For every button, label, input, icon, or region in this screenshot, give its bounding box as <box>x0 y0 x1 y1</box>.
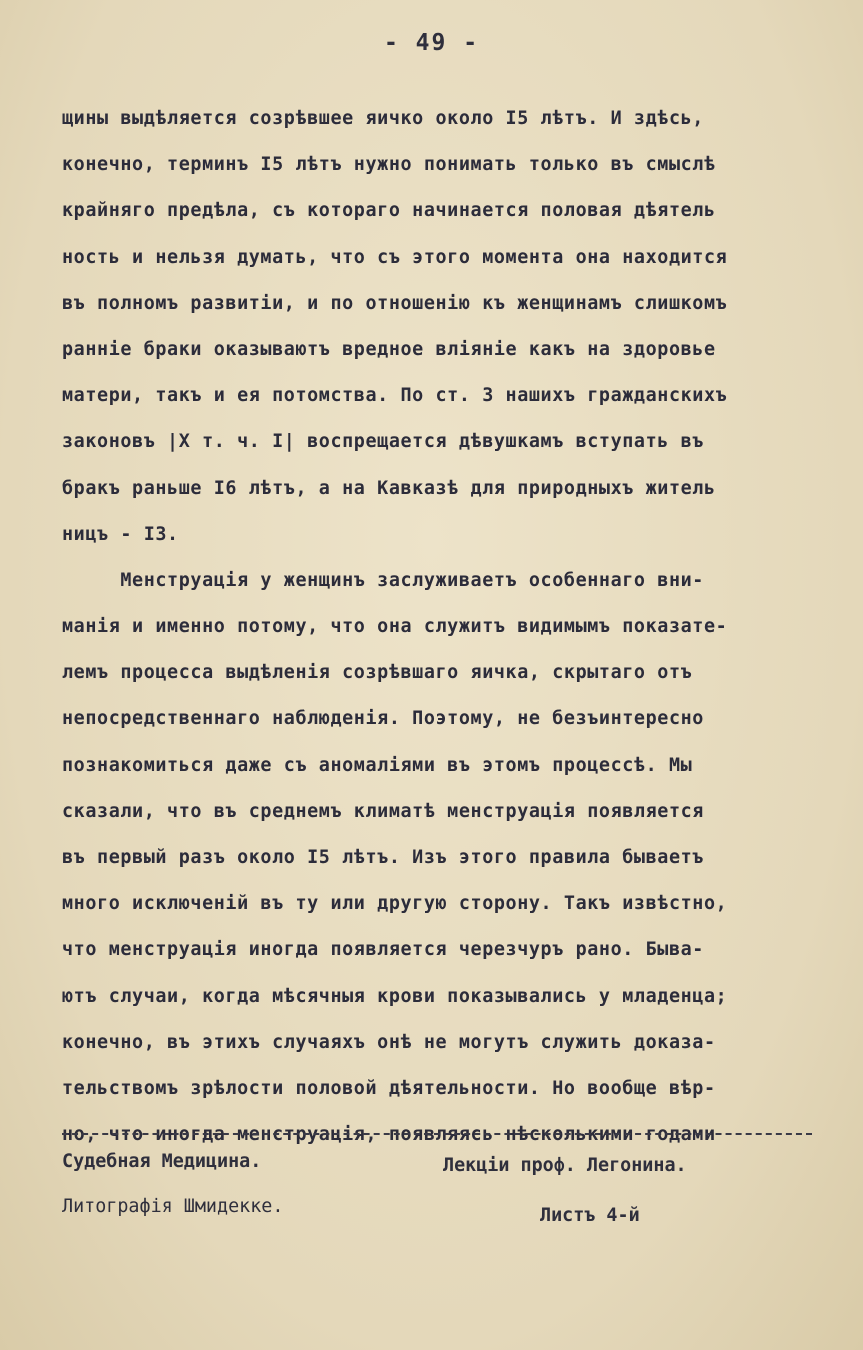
text-line: познакомиться даже съ аномаліями въ этомъ процессѣ. Мы <box>62 754 693 776</box>
text-line: но, что иногда менструація, появляясь нѣсколькими годами <box>62 1124 716 1146</box>
text-line: Менструація у женщинъ заслуживаетъ особеннаго вни- <box>62 569 704 591</box>
text-line: сказали, что въ среднемъ климатѣ менструація появляется <box>62 800 704 822</box>
footer-sheet-number: Листъ 4-й <box>540 1205 640 1226</box>
text-line: щины выдѣляется созрѣвшее яичко около I5 лѣтъ. И здѣсь, <box>62 108 704 129</box>
footer-divider <box>62 1133 812 1135</box>
footer-course-title: Судебная Медицина. <box>62 1151 262 1172</box>
body-text <box>62 96 852 1158</box>
footer-printer: Литографія Шмидекке. <box>62 1196 284 1217</box>
footer-lecturer: Лекціи проф. Легонина. <box>443 1155 687 1176</box>
text-line: ютъ случаи, когда мѣсячныя крови показывались у младенца; <box>62 985 728 1007</box>
text-line: конечно, терминъ I5 лѣтъ нужно понимать только въ смыслѣ <box>62 154 716 176</box>
text-line: лемъ процесса выдѣленія созрѣвшаго яичка, скрытаго отъ <box>62 662 693 684</box>
text-line: въ первый разъ около I5 лѣтъ. Изъ этого правила бываетъ <box>62 847 704 868</box>
text-line: непосредственнаго наблюденія. Поэтому, не безъинтересно <box>62 708 704 730</box>
text-line: что менструація иногда появляется черезчуръ рано. Быва- <box>62 939 704 961</box>
text-line: законовъ |X т. ч. I| воспрещается дѣвушкамъ вступать въ <box>62 431 704 453</box>
text-line: конечно, въ этихъ случаяхъ онѣ не могутъ служить доказа- <box>62 1031 716 1053</box>
page-number: - 49 - <box>383 30 480 56</box>
text-line: манія и именно потому, что она служитъ видимымъ показате- <box>62 616 728 638</box>
text-line: тельствомъ зрѣлости половой дѣятельности. Но вообще вѣр- <box>62 1077 716 1099</box>
text-line: матери, такъ и ея потомства. По ст. 3 нашихъ гражданскихъ <box>62 385 728 407</box>
text-line: бракъ раньше I6 лѣтъ, а на Кавказѣ для природныхъ житель <box>62 477 716 499</box>
text-line: ницъ - I3. <box>62 523 179 545</box>
text-line: ность и нельзя думать, что съ этого момента она находится <box>62 246 728 268</box>
text-line: много исключеній въ ту или другую сторону. Такъ извѣстно, <box>62 893 728 915</box>
text-line: крайняго предѣла, съ котораго начинается половая дѣятель <box>62 200 716 222</box>
text-line: въ полномъ развитіи, и по отношенію къ женщинамъ слишкомъ <box>62 292 728 314</box>
text-line: ранніе браки оказываютъ вредное вліяніе какъ на здоровье <box>62 338 716 360</box>
